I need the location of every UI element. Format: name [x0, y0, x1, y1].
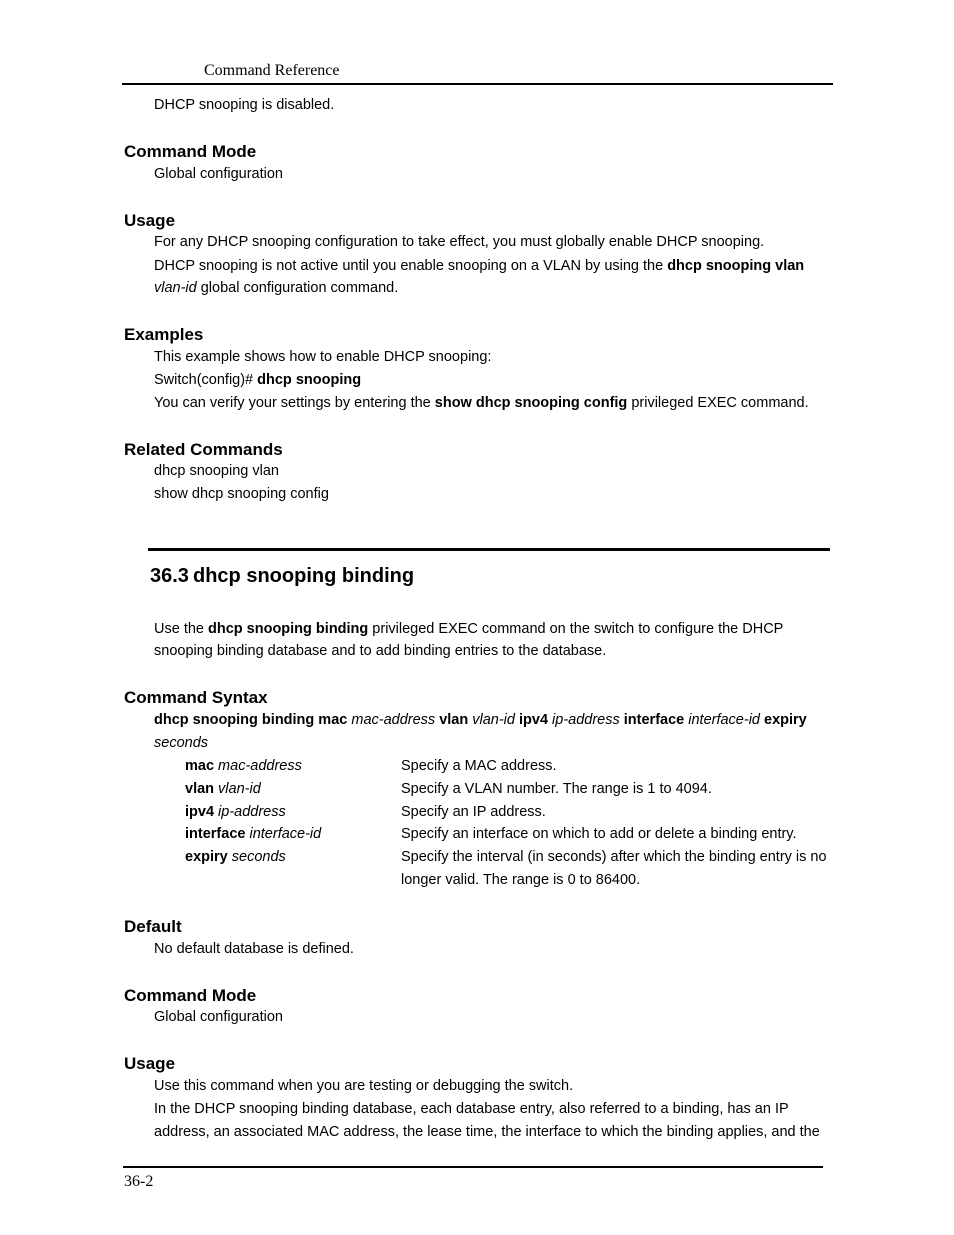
param-name: ipv4 ip-address: [185, 804, 286, 820]
param-description: Specify an IP address.: [401, 804, 546, 820]
related-command-item: dhcp snooping vlan: [154, 463, 279, 479]
syntax-line-2: seconds: [154, 735, 209, 751]
default-text: DHCP snooping is disabled.: [154, 97, 335, 113]
examples-heading: Examples: [124, 325, 204, 344]
param-name: vlan vlan-id: [185, 781, 261, 797]
related-command-item: show dhcp snooping config: [154, 486, 329, 502]
header-rule: [122, 83, 833, 85]
usage-line-2: In the DHCP snooping binding database, each database entry, also referred to a binding, has an IP: [154, 1101, 789, 1117]
related-commands-heading: Related Commands: [124, 440, 283, 459]
section-intro-line-1: Use the dhcp snooping binding privileged EXEC command on the switch to configure the DHCP: [154, 621, 784, 637]
usage-heading: Usage: [124, 1054, 176, 1073]
param-description: Specify the interval (in seconds) after which the binding entry is no: [401, 849, 827, 865]
command-mode-heading: Command Mode: [124, 986, 257, 1005]
section-intro-line-2: snooping binding database and to add binding entries to the database.: [154, 643, 607, 659]
syntax-line-1: dhcp snooping binding mac mac-address vlan vlan-id ipv4 ip-address interface interface-id expiry: [154, 712, 807, 728]
section-title: dhcp snooping binding: [193, 565, 415, 587]
usage-heading: Usage: [124, 211, 176, 230]
usage-line-1: Use this command when you are testing or debugging the switch.: [154, 1078, 574, 1094]
param-name: mac mac-address: [185, 758, 302, 774]
param-description: Specify an interface on which to add or delete a binding entry.: [401, 826, 797, 842]
param-description: Specify a MAC address.: [401, 758, 557, 774]
usage-line-2: DHCP snooping is not active until you enable snooping on a VLAN by using the dhcp snooping vlan: [154, 258, 805, 274]
param-name: expiry seconds: [185, 849, 286, 865]
section-rule: [148, 548, 830, 551]
usage-line-1: For any DHCP snooping configuration to take effect, you must globally enable DHCP snooping.: [154, 234, 765, 250]
examples-line-3: You can verify your settings by entering the show dhcp snooping config privileged EXEC command.: [154, 395, 809, 411]
examples-line-1: This example shows how to enable DHCP snooping:: [154, 349, 492, 365]
page-number: 36-2: [124, 1173, 154, 1190]
param-description: Specify a VLAN number. The range is 1 to 4094.: [401, 781, 712, 797]
command-mode-text: Global configuration: [154, 166, 283, 182]
section-number: 36.3: [150, 565, 189, 587]
param-name: interface interface-id: [185, 826, 322, 842]
command-mode-heading: Command Mode: [124, 142, 257, 161]
running-header: Command Reference: [204, 62, 340, 79]
default-heading: Default: [124, 917, 182, 936]
examples-line-2: Switch(config)# dhcp snooping: [154, 372, 362, 388]
param-description-cont: longer valid. The range is 0 to 86400.: [401, 872, 641, 888]
usage-line-3: address, an associated MAC address, the lease time, the interface to which the binding applies, and the: [154, 1124, 820, 1140]
default-text: No default database is defined.: [154, 941, 354, 957]
command-mode-text: Global configuration: [154, 1009, 283, 1025]
usage-line-3: vlan-id global configuration command.: [154, 280, 399, 296]
footer-rule: [123, 1166, 823, 1168]
command-syntax-heading: Command Syntax: [124, 688, 268, 707]
